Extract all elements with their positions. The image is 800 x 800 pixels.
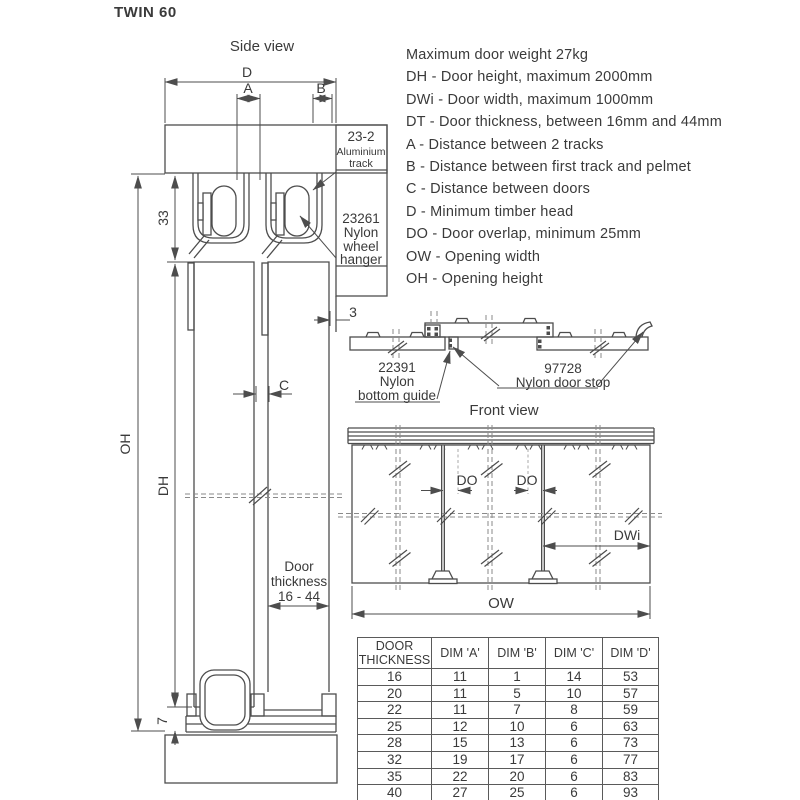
table-cell: 22 xyxy=(432,768,489,785)
legend-line: A - Distance between 2 tracks xyxy=(406,136,604,153)
legend-line: B - Distance between first track and pelmet xyxy=(406,159,692,176)
bottom-guide-plate xyxy=(529,579,557,584)
table-cell: 6 xyxy=(546,785,603,800)
hanger-plate-1 xyxy=(188,263,194,330)
door-panel-2 xyxy=(268,262,329,692)
dim-label-dwi: DWi xyxy=(613,527,641,543)
table-row xyxy=(358,685,659,702)
table-cell: 6 xyxy=(546,751,603,768)
dim-label-c: C xyxy=(278,377,290,393)
table-row xyxy=(358,735,659,752)
legend-line: C - Distance between doors xyxy=(406,181,591,198)
front-view xyxy=(338,402,662,619)
callout-hanger-line: wheel xyxy=(343,239,379,254)
dim-label-do: DO xyxy=(516,472,538,488)
table-cell: 13 xyxy=(489,735,546,752)
track-bar xyxy=(537,337,648,350)
dim-label-a: A xyxy=(243,80,253,96)
dim-label-d: D xyxy=(241,64,253,80)
page-title: TWIN 60 xyxy=(114,4,177,21)
table-cell: 20 xyxy=(489,768,546,785)
dim-label-3: 3 xyxy=(349,304,357,320)
table-cell: 10 xyxy=(489,718,546,735)
table-cell: 77 xyxy=(603,751,659,768)
bottom-guide-plate xyxy=(429,579,457,584)
bottom-guide-shoe xyxy=(432,571,453,579)
table-cell: 83 xyxy=(603,768,659,785)
door-thickness-note: Door xyxy=(284,559,314,574)
table-cell: 57 xyxy=(603,685,659,702)
table-cell: 5 xyxy=(489,685,546,702)
table-header-row xyxy=(358,638,659,669)
door-thickness-note: thickness xyxy=(270,574,328,589)
table-cell: 1 xyxy=(489,669,546,686)
head-track-strip xyxy=(348,428,654,444)
plan-view xyxy=(350,311,652,403)
side-view-dimensions xyxy=(117,64,357,745)
table-row xyxy=(358,751,659,768)
table-header-cell: DOOR THICKNESS xyxy=(358,639,431,667)
track-bar xyxy=(425,323,553,337)
legend-line: DWi - Door width, maximum 1000mm xyxy=(406,91,654,108)
table-row xyxy=(358,718,659,735)
legend-line: OW - Opening width xyxy=(406,248,541,265)
table-cell: 8 xyxy=(546,702,603,719)
table-cell: 6 xyxy=(546,768,603,785)
table-cell: 6 xyxy=(546,718,603,735)
table-cell: 25 xyxy=(489,785,546,800)
legend-line: DT - Door thickness, between 16mm and 44mm xyxy=(406,114,722,131)
callout-track-code: 23-2 xyxy=(347,129,375,144)
table-cell: 6 xyxy=(546,735,603,752)
callout-door-stop-line: Nylon door stop xyxy=(515,375,611,390)
break-line xyxy=(393,311,601,358)
nylon-wheel xyxy=(285,186,309,236)
break-line xyxy=(396,425,600,591)
dimensions-table xyxy=(357,637,659,800)
side-view-callouts xyxy=(300,129,386,267)
track-assembly-2 xyxy=(262,173,322,258)
table-cell: 28 xyxy=(358,735,432,752)
callout-hanger-line: hanger xyxy=(339,252,383,267)
dim-label-b: B xyxy=(316,80,326,96)
table-cell: 19 xyxy=(432,751,489,768)
callout-door-stop-code: 97728 xyxy=(544,361,582,376)
table-cell: 14 xyxy=(546,669,603,686)
legend-line: DO - Door overlap, minimum 25mm xyxy=(406,226,642,243)
table-cell: 22 xyxy=(358,702,432,719)
dim-label-do: DO xyxy=(456,472,478,488)
guide-channel-wall xyxy=(322,694,336,716)
bottom-guide-shoe xyxy=(532,571,553,579)
track-bar xyxy=(350,337,445,350)
callout-track-line: Aluminium xyxy=(336,146,386,158)
door-thickness-note: 16 - 44 xyxy=(277,589,321,604)
hanger-strap xyxy=(276,193,284,235)
hanger-nub xyxy=(271,203,276,220)
dim-label-ow: OW xyxy=(488,595,514,612)
table-row xyxy=(358,702,659,719)
legend-line: DH - Door height, maximum 2000mm xyxy=(406,69,653,86)
front-view-title: Front view xyxy=(469,402,539,419)
door-stop-profile xyxy=(636,322,652,337)
door-meeting-stile xyxy=(542,445,545,571)
table-cell: 59 xyxy=(603,702,659,719)
table-header-cell: DIM 'D' xyxy=(603,638,659,669)
center-break-line xyxy=(338,514,662,518)
track-assembly-1 xyxy=(189,173,249,258)
table-cell: 73 xyxy=(603,735,659,752)
dim-label-7: 7 xyxy=(154,717,170,725)
dim-label-33: 33 xyxy=(155,210,171,226)
legend-line: Maximum door weight 27kg xyxy=(406,47,589,63)
table-row xyxy=(358,785,659,800)
table-header-cell: DIM 'B' xyxy=(489,638,546,669)
table-cell: 15 xyxy=(432,735,489,752)
table-cell: 12 xyxy=(432,718,489,735)
hanger-nub xyxy=(198,203,203,220)
table-cell: 40 xyxy=(358,785,432,800)
side-view-title: Side view xyxy=(229,38,295,55)
door-meeting-stile xyxy=(442,445,445,571)
table-cell: 32 xyxy=(358,751,432,768)
table-cell: 93 xyxy=(603,785,659,800)
table-cell: 53 xyxy=(603,669,659,686)
legend-line: OH - Opening height xyxy=(406,271,543,288)
callout-bottom-guide-line: Nylon xyxy=(379,374,415,389)
table-cell: 25 xyxy=(358,718,432,735)
callout-bottom-guide-code: 22391 xyxy=(378,360,416,375)
table-row xyxy=(358,669,659,686)
callout-hanger-code: 23261 xyxy=(342,211,380,226)
table-header-cell: DIM 'C' xyxy=(546,638,603,669)
table-row xyxy=(358,768,659,785)
hanger-plate-2 xyxy=(262,263,268,335)
nylon-wheel xyxy=(212,186,236,236)
table-cell: 7 xyxy=(489,702,546,719)
guide-channel-wall xyxy=(251,694,264,716)
hanger-strap xyxy=(203,193,211,235)
callout-hanger-line: Nylon xyxy=(343,225,379,240)
table-cell: 63 xyxy=(603,718,659,735)
break-mark xyxy=(388,327,609,355)
table-cell: 20 xyxy=(358,685,432,702)
table-cell: 11 xyxy=(432,702,489,719)
door-panel-1 xyxy=(194,262,254,707)
callout-track-line: track xyxy=(349,158,373,170)
legend-line: D - Minimum timber head xyxy=(406,203,574,220)
callout-bottom-guide-line: bottom guide xyxy=(357,388,437,403)
table-header-cell: DIM 'A' xyxy=(432,638,489,669)
table-cell: 17 xyxy=(489,751,546,768)
table-cell: 35 xyxy=(358,768,432,785)
dim-label-oh: OH xyxy=(117,433,133,455)
table-cell: 10 xyxy=(546,685,603,702)
floor-slab xyxy=(165,735,337,783)
side-view xyxy=(117,38,387,783)
table-cell: 16 xyxy=(358,669,432,686)
table-cell: 27 xyxy=(432,785,489,800)
table-cell: 11 xyxy=(432,685,489,702)
dim-label-dh: DH xyxy=(155,475,171,497)
table-cell: 11 xyxy=(432,669,489,686)
